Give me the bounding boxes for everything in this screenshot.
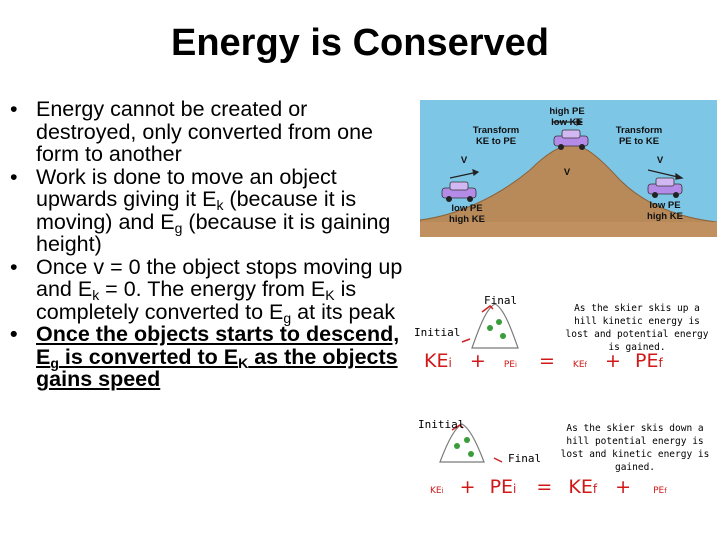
page-title: Energy is Conserved [170, 22, 550, 64]
transform-label: Transform [472, 125, 520, 136]
skier-down-diagram [400, 414, 718, 510]
energy-equation: KEi + PEi = KEf + PEf [424, 350, 663, 372]
skier-up-diagram [400, 286, 718, 384]
bullet-item: • Energy cannot be created or destroyed, only converted from one form to another [8, 98, 408, 166]
initial-label: Initial [414, 326, 461, 339]
bottom-label: low PE [451, 203, 483, 214]
bottom-label: high KE [647, 211, 683, 222]
top-label: low KE [551, 117, 583, 128]
velocity-label: V [656, 155, 664, 166]
bullet-item: • Once the objects starts to descend, $E_g$ is converted to $E_K$ as the objects gains speed [8, 323, 408, 391]
hill-energy-diagram [420, 100, 717, 237]
velocity-label: V [460, 155, 468, 166]
transform-label: Transform [615, 125, 663, 136]
skier-note: As the skier skis up a hill kinetic energy is lost and potential energy is gained. [565, 303, 709, 353]
bullet-list [8, 98, 408, 391]
transform-label: KE to PE [475, 136, 517, 147]
bullet-item: • Work is done to move an object upwards giving it $E_k$ (because it is moving) and $E_g$ (because it is gaining height) [8, 166, 408, 256]
top-label: high PE [549, 106, 585, 117]
bullet-item: • Once v = 0 the object stops moving up and $E_k = 0$. The energy from $E_K$ is completely converted to $E_g$ at its peak [8, 256, 408, 324]
skier-note: As the skier skis down a hill potential energy is lost and kinetic energy is gained. [560, 423, 710, 473]
bottom-label: high KE [449, 214, 485, 225]
final-label: Final [484, 294, 518, 307]
bottom-label: low PE [649, 200, 681, 211]
final-label: Final [508, 452, 542, 465]
energy-equation: KEi + PEi = KEf + PEf [430, 476, 667, 498]
transform-label: PE to KE [618, 136, 660, 147]
velocity-label: V [563, 167, 571, 178]
initial-label: Initial [418, 418, 465, 431]
